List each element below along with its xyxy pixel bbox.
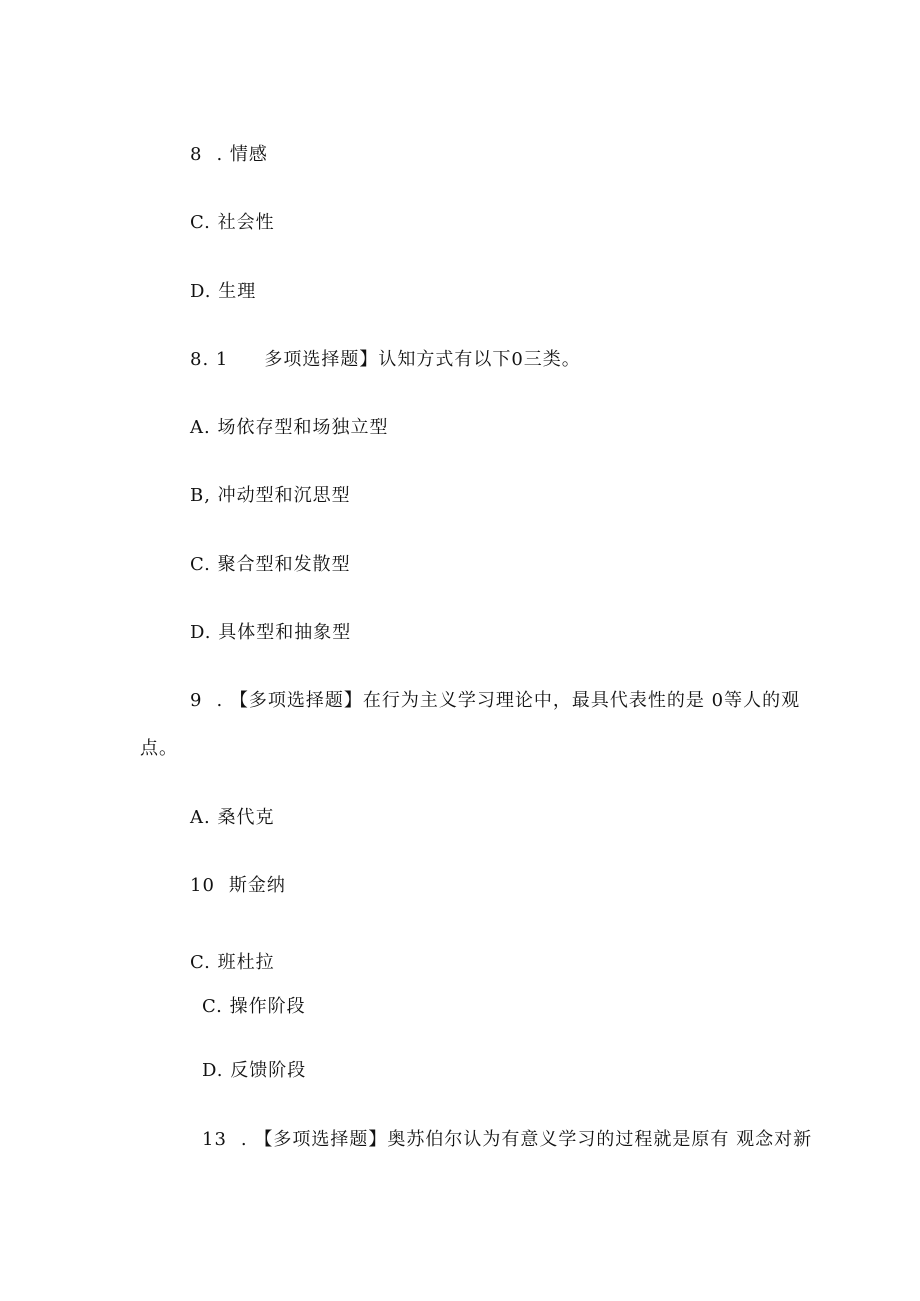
text-line-option-a	[190, 806, 274, 830]
text-line-option-c	[202, 995, 306, 1019]
question-text: 多项选择题】认知方式有以下0三类。	[264, 349, 581, 370]
line-text: C. 聚合型和发散型	[190, 554, 351, 575]
question-9	[190, 689, 800, 713]
text-line-option-b	[190, 874, 286, 898]
line-text: 斯金纳	[228, 875, 286, 896]
question-13	[202, 1128, 812, 1152]
line-text: C. 社会性	[190, 212, 275, 233]
line-text: 点。	[140, 738, 178, 759]
question-number: 8. 1	[190, 349, 229, 370]
text-line-option-c	[190, 553, 351, 577]
line-text: . 情感	[216, 144, 268, 165]
line-text: B, 冲动型和沉思型	[190, 485, 351, 506]
line-number: 8	[190, 144, 203, 165]
line-text: A. 桑代克	[190, 807, 275, 828]
line-text: C. 操作阶段	[202, 996, 306, 1017]
question-text: . 【多项选择题】在行为主义学习理论中，最具代表性的是 0等人的观	[216, 690, 801, 711]
line-text: C. 班杜拉	[190, 952, 275, 973]
text-line-option-b	[190, 484, 351, 508]
line-text: D. 生理	[190, 281, 257, 302]
line-text: D. 反馈阶段	[202, 1060, 307, 1081]
line-text: A. 场依存型和场独立型	[190, 417, 389, 438]
text-line-option-d	[190, 280, 256, 304]
question-number: 9	[190, 690, 203, 711]
text-line-option-b	[190, 143, 268, 167]
question-text: . 【多项选择题】奥苏伯尔认为有意义学习的过程就是原有 观念对新	[240, 1129, 813, 1150]
line-number: 10	[190, 875, 215, 896]
question-8-1	[190, 348, 581, 372]
line-text: D. 具体型和抽象型	[190, 622, 352, 643]
text-line-option-c	[190, 211, 275, 235]
text-line-option-d	[202, 1059, 306, 1083]
text-line-option-d	[190, 621, 351, 645]
text-line-option-a	[190, 416, 388, 440]
question-number: 13	[202, 1129, 227, 1150]
question-9-continuation	[140, 737, 178, 761]
text-line-option-c	[190, 951, 275, 975]
